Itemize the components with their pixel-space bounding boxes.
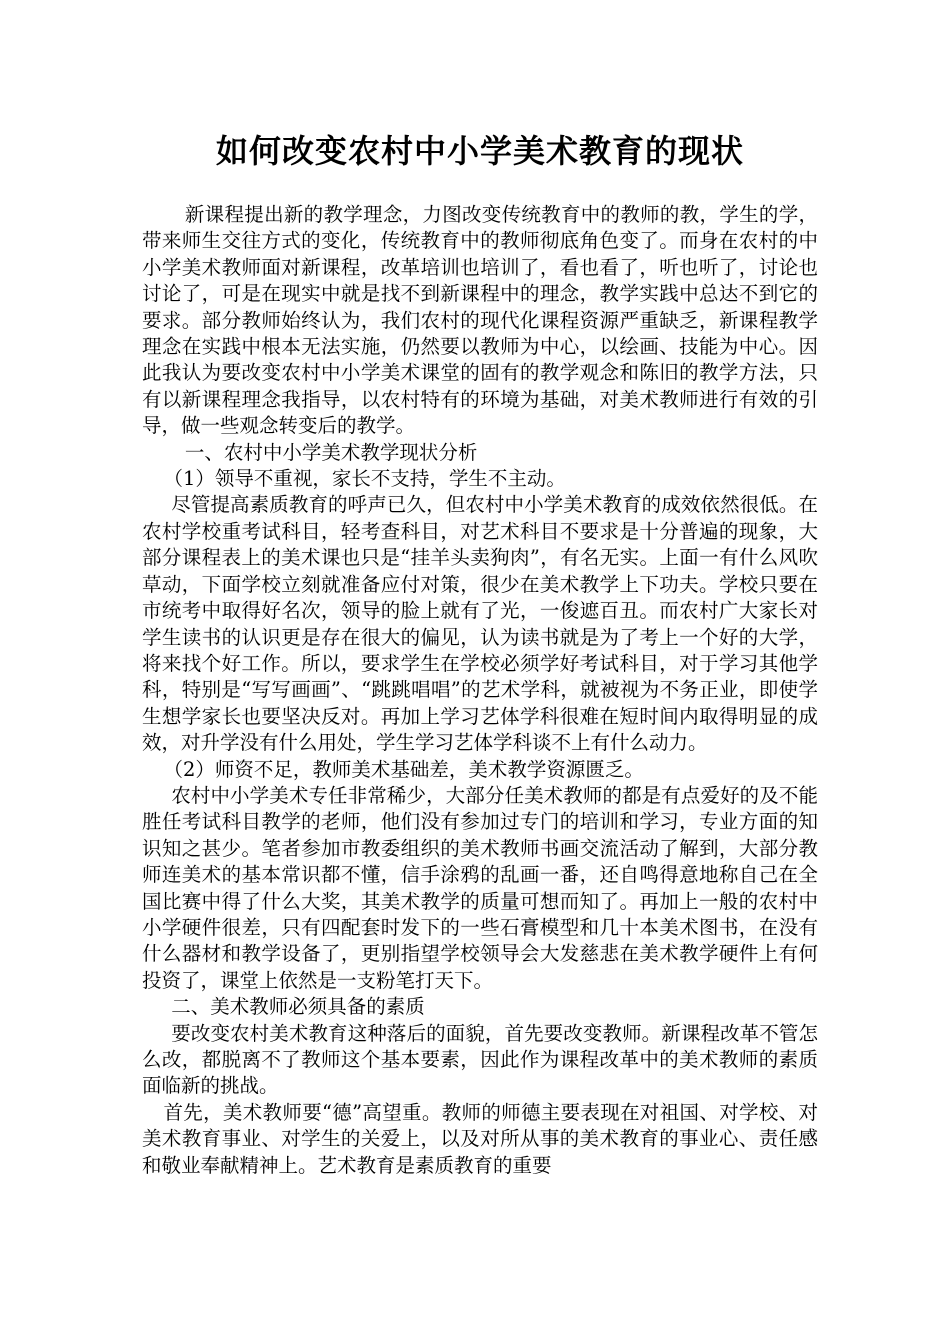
document-page [142,128,818,1179]
paragraph-2: 农村中小学美术专任非常稀少，大部分任美术教师的都是有点爱好的及不能胜任考试科目教学的老师，他们没有参加过专门的培训和学习，专业方面的知识知之甚少。笔者参加市教委组织的美术教师书画交流活动了解到，大部分教师连美术的基本常识都不懂，信手涂鸦的乱画一番，还自鸣得意地称自己在全国比赛中得了什么大奖，其美术教学的质量可想而知了。再加上一般的农村中小学硬件很差，只有四配套时发下的一些石膏模型和几十本美术图书，在没有什么器材和教学设备了，更别指望学校领导会大发慈悲在美术教学硬件上有何投资了，课堂上依然是一支粉笔打天下。 [142,783,818,992]
subheading-1: （1）领导不重视，家长不支持，学生不主动。 [163,467,566,491]
section-heading-2: 二、美术教师必须具备的素质 [171,995,425,1019]
paragraph-1: 尽管提高素质教育的呼声已久，但农村中小学美术教育的成效依然很低。在农村学校重考试科目，轻考查科目，对艺术科目不要求是十分普遍的现象，大部分课程表上的美术课也只是“挂羊头卖狗肉”，有名无实。上面一有什么风吹草动，下面学校立刻就准备应付对策，很少在美术教学上下功夫。学校只要在市统考中取得好名次，领导的脸上就有了光，一俊遮百丑。而农村广大家长对学生读书的认识更是存在很大的偏见，认为读书就是为了考上一个好的大学，将来找个好工作。所以，要求学生在学校必须学好考试科目，对于学习其他学科，特别是“写写画画”、“跳跳唱唱”的艺术学科，就被视为不务正业，即使学生想学家长也要坚决反对。再加上学习艺体学科很难在短时间内取得明显的成效，对升学没有什么用处，学生学习艺体学科谈不上有什么动力。 [142,493,818,755]
document-body [142,202,818,1179]
paragraph-3: 要改变农村美术教育这种落后的面貌，首先要改变教师。新课程改革不管怎么改，都脱离不了教师这个基本要素，因此作为课程改革中的美术教师的素质面临新的挑战。 [142,1021,818,1098]
paragraph-intro: 新课程提出新的教学理念，力图改变传统教育中的教师的教，学生的学，带来师生交往方式的变化，传统教育中的教师彻底角色变了。而身在农村的中小学美术教师面对新课程，改革培训也培训了，看也看了，听也听了，讨论也讨论了，可是在现实中就是找不到新课程中的理念，教学实践中总达不到它的要求。部分教师始终认为，我们农村的现代化课程资源严重缺乏，新课程教学理念在实践中根本无法实施，仍然要以教师为中心，以绘画、技能为中心。因此我认为要改变农村中小学美术课堂的固有的教学观念和陈旧的教学方法，只有以新课程理念我指导，以农村特有的环境为基础，对美术教师进行有效的引导，做一些观念转变后的教学。 [142,203,818,438]
section-heading-1: 一、农村中小学美术教学现状分析 [184,440,478,464]
subheading-2: （2）师资不足，教师美术基础差，美术教学资源匮乏。 [163,757,644,781]
paragraph-4: 首先，美术教师要“德”高望重。教师的师德主要表现在对祖国、对学校、对美术教育事业、对学生的关爱上，以及对所从事的美术教育的事业心、责任感和敬业奉献精神上。艺术教育是素质教育的重要 [142,1100,818,1177]
document-title: 如何改变农村中小学美术教育的现状 [215,132,744,170]
